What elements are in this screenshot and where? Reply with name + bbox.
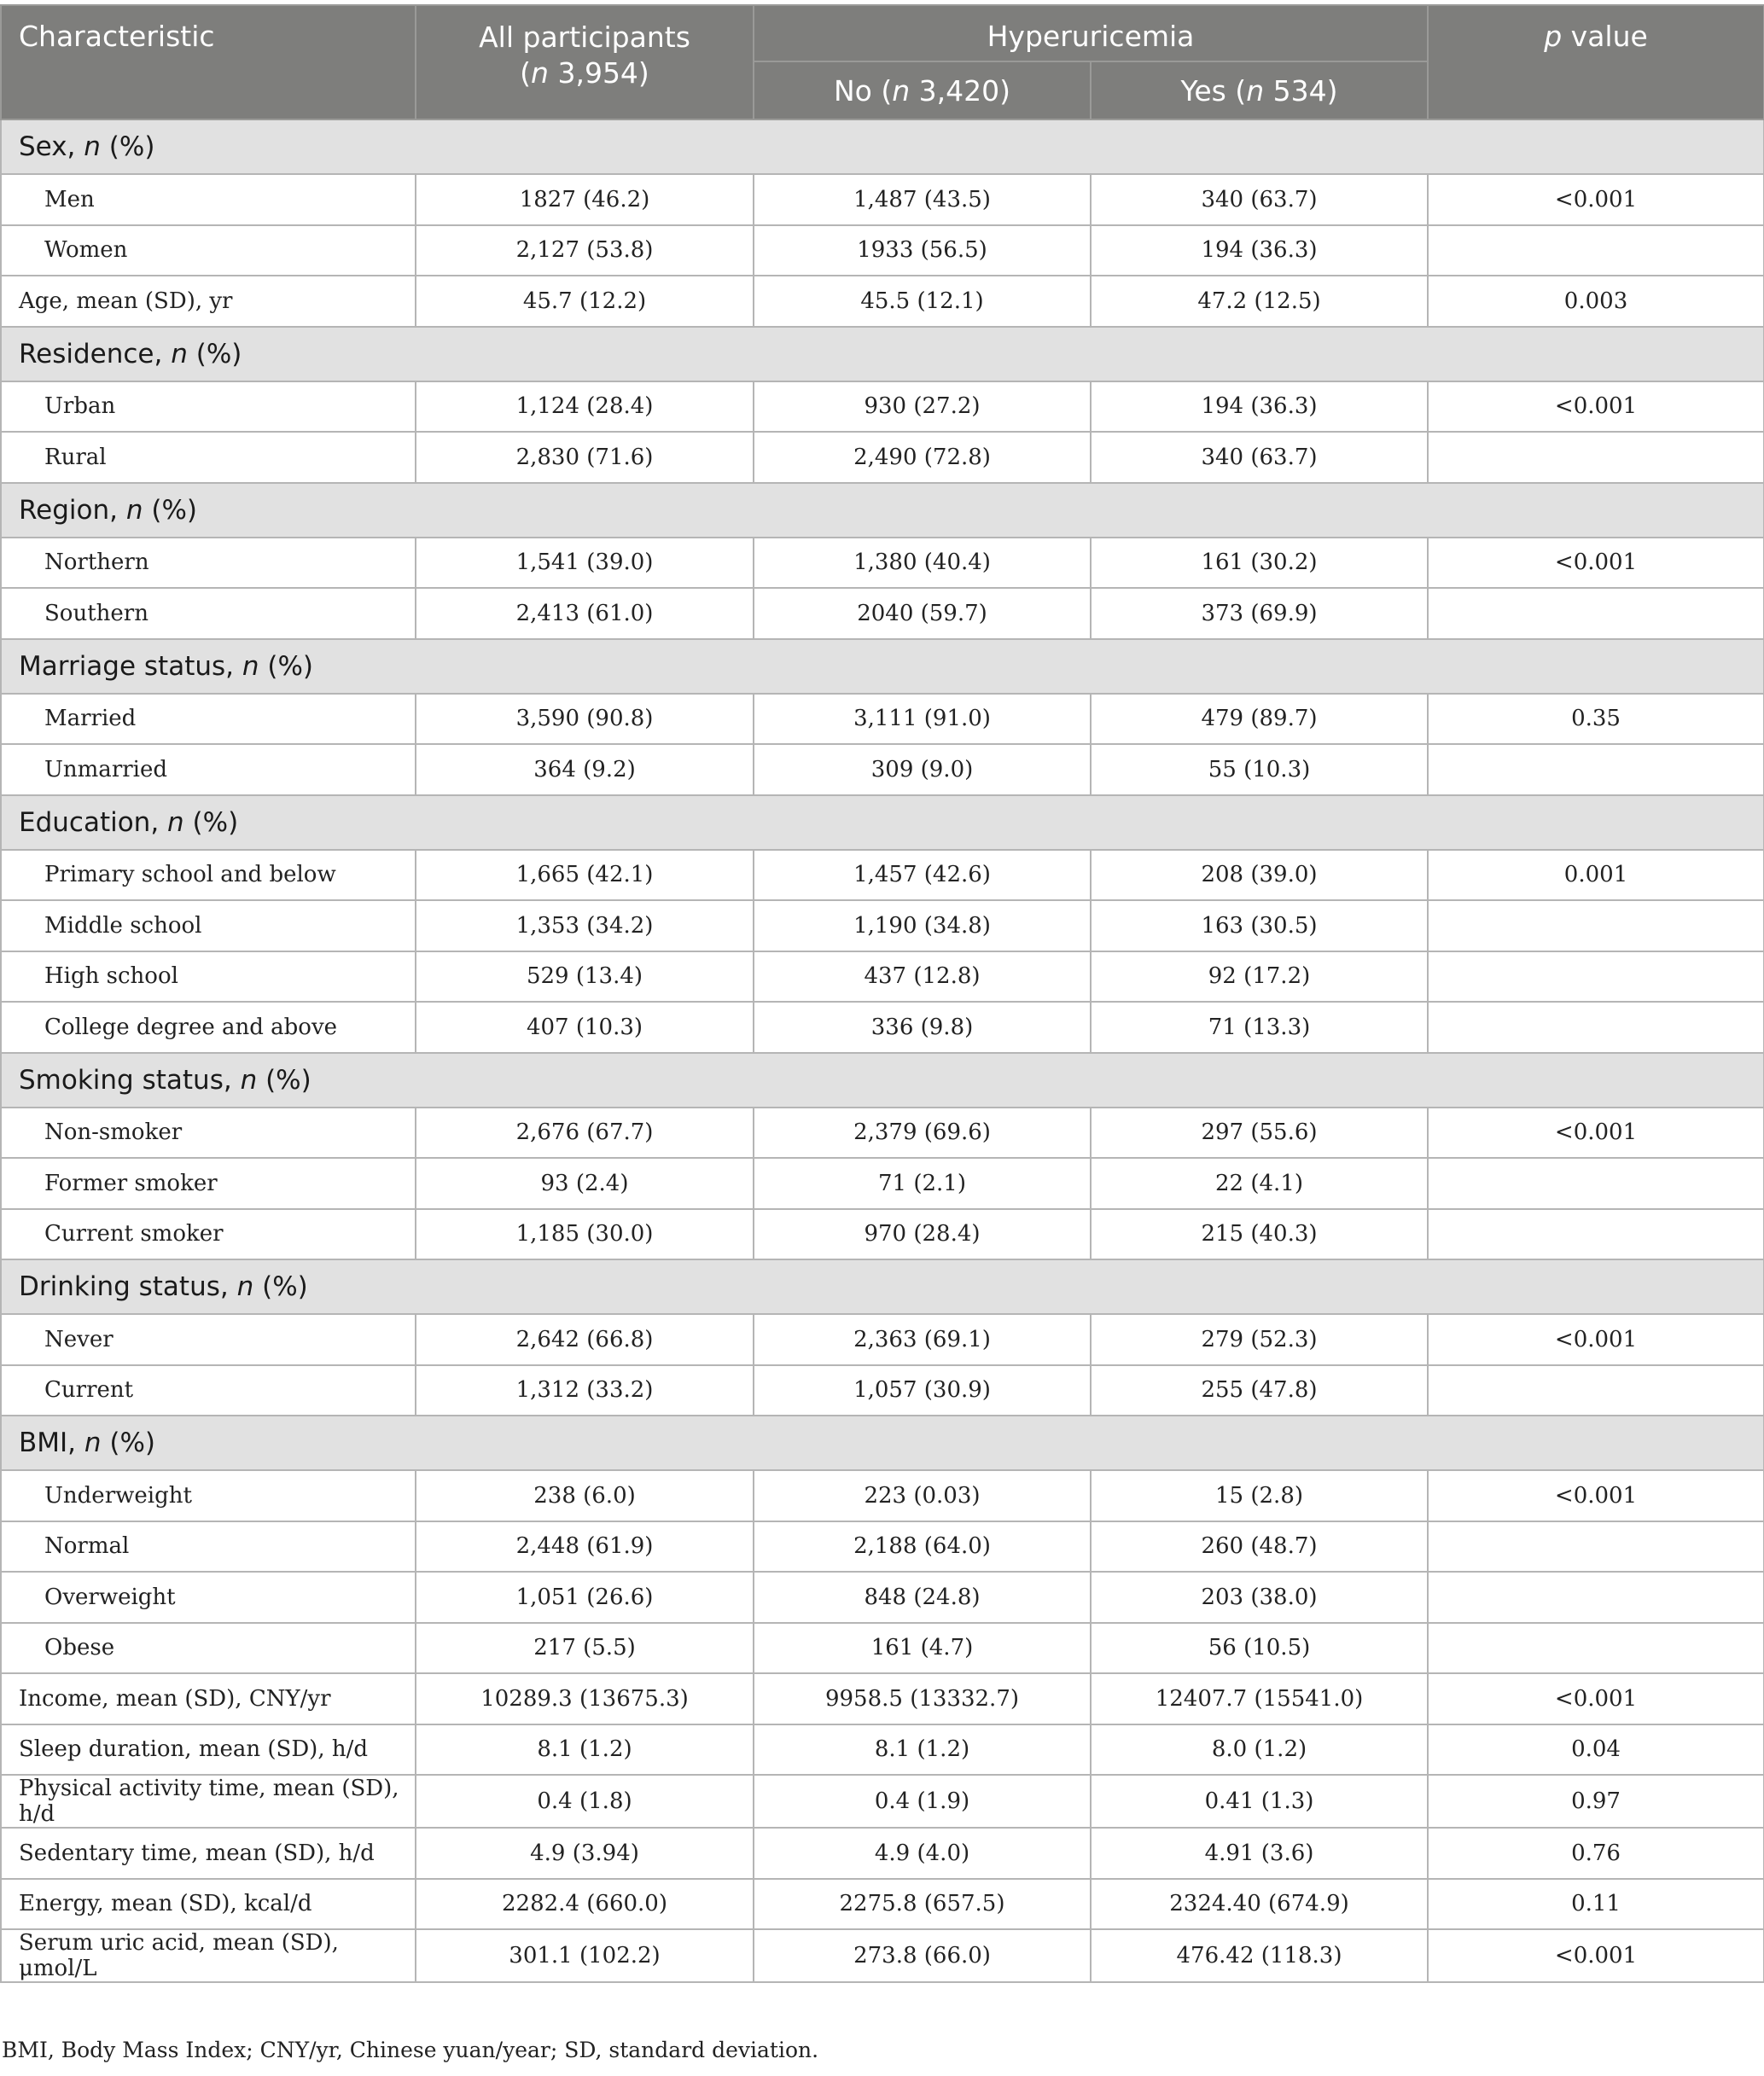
section-label: Education, n (%) [1,795,1764,850]
cell-hyperuricemia-yes: 56 (10.5) [1091,1623,1428,1674]
cell-hyperuricemia-yes: 4.91 (3.6) [1091,1828,1428,1879]
cell-hyperuricemia-no: 1,057 (30.9) [754,1365,1091,1416]
cell-all-participants: 10289.3 (13675.3) [416,1673,754,1724]
row-label: Never [1,1314,416,1365]
table-row [1,694,1764,745]
cell-p-value: 0.11 [1428,1879,1764,1930]
cell-p-value: 0.35 [1428,694,1764,745]
cell-hyperuricemia-no: 2,490 (72.8) [754,432,1091,483]
cell-hyperuricemia-no: 2,379 (69.6) [754,1108,1091,1159]
row-label: Sleep duration, mean (SD), h/d [1,1724,416,1776]
row-label: Obese [1,1623,416,1674]
cell-hyperuricemia-yes: 279 (52.3) [1091,1314,1428,1365]
cell-hyperuricemia-no: 161 (4.7) [754,1623,1091,1674]
cell-p-value [1428,744,1764,795]
cell-p-value [1428,1623,1764,1674]
cell-all-participants: 364 (9.2) [416,744,754,795]
section-row [1,1416,1764,1470]
cell-all-participants: 4.9 (3.94) [416,1828,754,1879]
cell-hyperuricemia-no: 309 (9.0) [754,744,1091,795]
cell-p-value: 0.001 [1428,850,1764,901]
cell-hyperuricemia-no: 1,487 (43.5) [754,174,1091,225]
cell-hyperuricemia-no: 0.4 (1.9) [754,1775,1091,1828]
cell-p-value: 0.76 [1428,1828,1764,1879]
cell-all-participants: 2,413 (61.0) [416,588,754,639]
table-row [1,1828,1764,1879]
cell-hyperuricemia-no: 336 (9.8) [754,1002,1091,1053]
cell-p-value: <0.001 [1428,381,1764,433]
cell-hyperuricemia-yes: 340 (63.7) [1091,432,1428,483]
table-footnote: BMI, Body Mass Index; CNY/yr, Chinese yuan/year; SD, standard deviation. [2,2038,819,2062]
cell-hyperuricemia-no: 437 (12.8) [754,951,1091,1003]
cell-hyperuricemia-no: 1933 (56.5) [754,225,1091,276]
cell-hyperuricemia-yes: 260 (48.7) [1091,1521,1428,1573]
table-row [1,744,1764,795]
cell-hyperuricemia-no: 223 (0.03) [754,1470,1091,1521]
section-label: Drinking status, n (%) [1,1259,1764,1314]
table-row [1,1623,1764,1674]
header-yes: Yes (n 534) [1091,61,1428,119]
cell-p-value [1428,900,1764,951]
table-row [1,276,1764,327]
section-row [1,483,1764,538]
section-label: Residence, n (%) [1,327,1764,381]
cell-all-participants: 93 (2.4) [416,1158,754,1209]
cell-hyperuricemia-no: 8.1 (1.2) [754,1724,1091,1776]
table-row [1,1470,1764,1521]
row-label: Overweight [1,1572,416,1623]
cell-hyperuricemia-no: 2,363 (69.1) [754,1314,1091,1365]
cell-hyperuricemia-yes: 2324.40 (674.9) [1091,1879,1428,1930]
table-row [1,1158,1764,1209]
cell-hyperuricemia-yes: 479 (89.7) [1091,694,1428,745]
cell-p-value [1428,951,1764,1003]
cell-hyperuricemia-no: 4.9 (4.0) [754,1828,1091,1879]
cell-all-participants: 238 (6.0) [416,1470,754,1521]
section-label: Smoking status, n (%) [1,1053,1764,1108]
header-all-n: (n 3,954) [520,56,649,90]
table-row [1,174,1764,225]
cell-p-value: <0.001 [1428,1314,1764,1365]
cell-hyperuricemia-yes: 208 (39.0) [1091,850,1428,901]
cell-hyperuricemia-no: 930 (27.2) [754,381,1091,433]
table-row [1,432,1764,483]
cell-all-participants: 2,830 (71.6) [416,432,754,483]
cell-all-participants: 8.1 (1.2) [416,1724,754,1776]
cell-p-value [1428,588,1764,639]
table-row [1,538,1764,589]
cell-p-value: 0.97 [1428,1775,1764,1828]
cell-p-value: <0.001 [1428,538,1764,589]
row-label: Middle school [1,900,416,951]
cell-hyperuricemia-yes: 194 (36.3) [1091,225,1428,276]
row-label: Urban [1,381,416,433]
cell-hyperuricemia-no: 1,457 (42.6) [754,850,1091,901]
cell-hyperuricemia-no: 970 (28.4) [754,1209,1091,1260]
table-row [1,1572,1764,1623]
row-label: Northern [1,538,416,589]
cell-hyperuricemia-yes: 55 (10.3) [1091,744,1428,795]
section-row [1,639,1764,694]
table-row [1,381,1764,433]
cell-hyperuricemia-yes: 476.42 (118.3) [1091,1929,1428,1982]
header-all-label: All participants [479,20,690,54]
cell-all-participants: 1827 (46.2) [416,174,754,225]
row-label: Sedentary time, mean (SD), h/d [1,1828,416,1879]
cell-p-value [1428,1158,1764,1209]
table-row [1,1365,1764,1416]
cell-hyperuricemia-no: 273.8 (66.0) [754,1929,1091,1982]
section-label: Sex, n (%) [1,119,1764,174]
row-label: Underweight [1,1470,416,1521]
table-row [1,951,1764,1003]
cell-all-participants: 1,124 (28.4) [416,381,754,433]
cell-all-participants: 1,051 (26.6) [416,1572,754,1623]
cell-all-participants: 3,590 (90.8) [416,694,754,745]
row-label: Normal [1,1521,416,1573]
cell-hyperuricemia-yes: 340 (63.7) [1091,174,1428,225]
table-row [1,588,1764,639]
cell-all-participants: 407 (10.3) [416,1002,754,1053]
cell-hyperuricemia-no: 848 (24.8) [754,1572,1091,1623]
table-row [1,225,1764,276]
cell-hyperuricemia-no: 71 (2.1) [754,1158,1091,1209]
row-label: College degree and above [1,1002,416,1053]
cell-hyperuricemia-yes: 255 (47.8) [1091,1365,1428,1416]
section-row [1,1053,1764,1108]
section-label: BMI, n (%) [1,1416,1764,1470]
row-label: Non-smoker [1,1108,416,1159]
cell-p-value [1428,1002,1764,1053]
cell-hyperuricemia-no: 9958.5 (13332.7) [754,1673,1091,1724]
table-header [1,5,1764,119]
row-label: Serum uric acid, mean (SD), μmol/L [1,1929,416,1982]
characteristics-table [0,4,1764,1983]
row-label: Women [1,225,416,276]
table-row [1,1521,1764,1573]
row-label: Primary school and below [1,850,416,901]
row-label: Unmarried [1,744,416,795]
row-label: Energy, mean (SD), kcal/d [1,1879,416,1930]
section-row [1,1259,1764,1314]
header-hyperuricemia: Hyperuricemia [754,5,1428,61]
section-label: Region, n (%) [1,483,1764,538]
cell-p-value: <0.001 [1428,1929,1764,1982]
cell-hyperuricemia-yes: 194 (36.3) [1091,381,1428,433]
row-label: Southern [1,588,416,639]
cell-p-value [1428,1572,1764,1623]
table-row [1,1724,1764,1776]
cell-p-value [1428,1209,1764,1260]
cell-hyperuricemia-yes: 0.41 (1.3) [1091,1775,1428,1828]
cell-all-participants: 0.4 (1.8) [416,1775,754,1828]
header-characteristic: Characteristic [1,5,416,119]
header-all-participants [416,5,754,119]
cell-all-participants: 1,353 (34.2) [416,900,754,951]
cell-p-value [1428,225,1764,276]
cell-all-participants: 45.7 (12.2) [416,276,754,327]
cell-all-participants: 301.1 (102.2) [416,1929,754,1982]
header-p-value: p value [1428,5,1764,119]
cell-p-value: 0.04 [1428,1724,1764,1776]
section-row [1,119,1764,174]
table-row [1,1209,1764,1260]
cell-hyperuricemia-yes: 215 (40.3) [1091,1209,1428,1260]
cell-hyperuricemia-yes: 92 (17.2) [1091,951,1428,1003]
table-row [1,1673,1764,1724]
cell-hyperuricemia-yes: 71 (13.3) [1091,1002,1428,1053]
cell-p-value: <0.001 [1428,174,1764,225]
cell-hyperuricemia-no: 2,188 (64.0) [754,1521,1091,1573]
cell-hyperuricemia-no: 1,380 (40.4) [754,538,1091,589]
table-row [1,1775,1764,1828]
row-label: Rural [1,432,416,483]
row-label: Married [1,694,416,745]
cell-all-participants: 529 (13.4) [416,951,754,1003]
row-label: Former smoker [1,1158,416,1209]
cell-p-value [1428,1365,1764,1416]
cell-all-participants: 1,312 (33.2) [416,1365,754,1416]
cell-p-value [1428,1521,1764,1573]
row-label: High school [1,951,416,1003]
section-row [1,795,1764,850]
table-row [1,850,1764,901]
cell-hyperuricemia-yes: 203 (38.0) [1091,1572,1428,1623]
cell-hyperuricemia-yes: 22 (4.1) [1091,1158,1428,1209]
cell-hyperuricemia-no: 45.5 (12.1) [754,276,1091,327]
cell-hyperuricemia-no: 3,111 (91.0) [754,694,1091,745]
table-row [1,900,1764,951]
row-label: Physical activity time, mean (SD), h/d [1,1775,416,1828]
cell-p-value: <0.001 [1428,1108,1764,1159]
row-label: Current smoker [1,1209,416,1260]
cell-p-value: <0.001 [1428,1673,1764,1724]
section-row [1,327,1764,381]
row-label: Income, mean (SD), CNY/yr [1,1673,416,1724]
cell-all-participants: 2,676 (67.7) [416,1108,754,1159]
table-row [1,1002,1764,1053]
table-row [1,1929,1764,1982]
cell-hyperuricemia-yes: 297 (55.6) [1091,1108,1428,1159]
cell-hyperuricemia-no: 2275.8 (657.5) [754,1879,1091,1930]
cell-all-participants: 2,642 (66.8) [416,1314,754,1365]
cell-p-value: <0.001 [1428,1470,1764,1521]
cell-p-value [1428,432,1764,483]
row-label: Current [1,1365,416,1416]
cell-hyperuricemia-no: 2040 (59.7) [754,588,1091,639]
cell-hyperuricemia-yes: 8.0 (1.2) [1091,1724,1428,1776]
row-label: Age, mean (SD), yr [1,276,416,327]
cell-hyperuricemia-no: 1,190 (34.8) [754,900,1091,951]
cell-hyperuricemia-yes: 47.2 (12.5) [1091,276,1428,327]
cell-all-participants: 1,185 (30.0) [416,1209,754,1260]
cell-all-participants: 2282.4 (660.0) [416,1879,754,1930]
cell-hyperuricemia-yes: 161 (30.2) [1091,538,1428,589]
row-label: Men [1,174,416,225]
header-no: No (n 3,420) [754,61,1091,119]
cell-all-participants: 217 (5.5) [416,1623,754,1674]
cell-all-participants: 2,127 (53.8) [416,225,754,276]
table-row [1,1879,1764,1930]
cell-hyperuricemia-yes: 163 (30.5) [1091,900,1428,951]
section-label: Marriage status, n (%) [1,639,1764,694]
cell-p-value: 0.003 [1428,276,1764,327]
cell-all-participants: 2,448 (61.9) [416,1521,754,1573]
table-row [1,1314,1764,1365]
cell-hyperuricemia-yes: 15 (2.8) [1091,1470,1428,1521]
cell-all-participants: 1,665 (42.1) [416,850,754,901]
cell-hyperuricemia-yes: 12407.7 (15541.0) [1091,1673,1428,1724]
cell-hyperuricemia-yes: 373 (69.9) [1091,588,1428,639]
table-row [1,1108,1764,1159]
table-body [1,119,1764,1982]
cell-all-participants: 1,541 (39.0) [416,538,754,589]
